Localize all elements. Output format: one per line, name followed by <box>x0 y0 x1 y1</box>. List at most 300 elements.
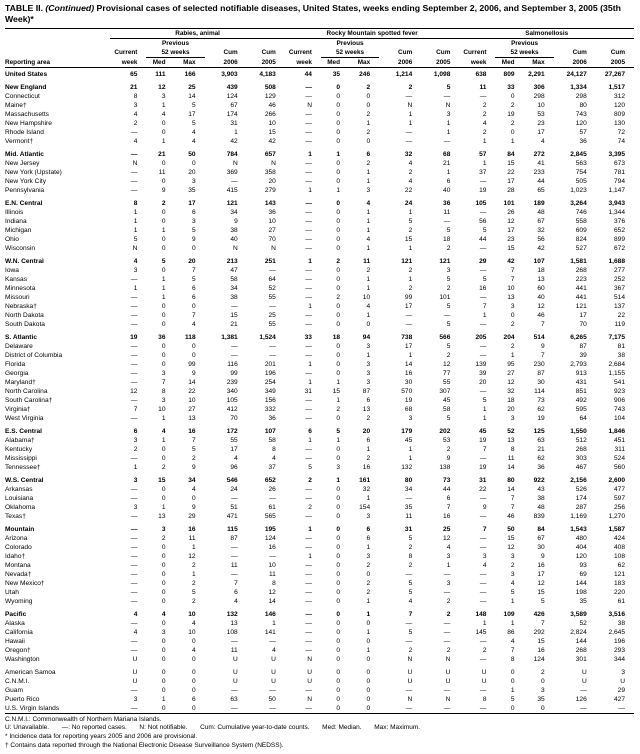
cell: 1 <box>133 284 138 292</box>
cell: 0 <box>510 668 515 676</box>
cell: 0 <box>336 704 341 712</box>
cell: 17 <box>230 445 238 453</box>
cell: 2 <box>366 110 371 118</box>
cell: 60 <box>537 284 545 292</box>
cell: 1,581 <box>570 257 587 265</box>
cell: 0 <box>161 302 166 310</box>
cell: 6,265 <box>570 333 587 341</box>
cell: 0 <box>161 561 166 569</box>
cell: N <box>132 159 138 167</box>
cell: 105 <box>226 396 238 404</box>
cell: 14 <box>507 463 515 471</box>
cell: U <box>445 677 451 685</box>
cell: 0 <box>510 128 515 136</box>
cell: 7 <box>482 302 487 310</box>
cell: 558 <box>575 217 587 225</box>
cell: U <box>232 655 238 663</box>
table-row <box>5 311 634 320</box>
cell: 3 <box>161 525 166 533</box>
cell: 2 <box>366 414 371 422</box>
cell: — <box>479 293 487 301</box>
table-row <box>5 293 634 302</box>
cell: — <box>305 320 312 328</box>
cell: 36 <box>268 208 276 216</box>
cell: 754 <box>575 168 587 176</box>
cell: 4 <box>191 128 196 136</box>
cell: 514 <box>533 333 545 341</box>
cell: 6 <box>446 177 451 185</box>
cell: 73 <box>537 396 545 404</box>
cell: 2 <box>408 266 413 274</box>
cell: 1 <box>161 101 166 109</box>
cell: 1 <box>308 150 312 158</box>
cell: — <box>479 534 487 542</box>
table-row <box>5 79 634 92</box>
cell: 1 <box>510 619 515 627</box>
cell: 13 <box>158 512 166 520</box>
cell: 4 <box>161 110 166 118</box>
cell: 166 <box>184 70 196 78</box>
cell: 13 <box>188 414 196 422</box>
cell: 1,688 <box>608 257 625 265</box>
cell: 11 <box>405 512 413 520</box>
spacer-cell <box>247 38 285 48</box>
cell: 1 <box>482 619 487 627</box>
cell: 108 <box>226 628 238 636</box>
cell: N <box>445 695 451 703</box>
cell: 10 <box>537 101 545 109</box>
cell: 10 <box>362 293 371 301</box>
cell: 70 <box>230 414 238 422</box>
cell: 0 <box>510 677 515 685</box>
table-row <box>5 110 634 119</box>
cell: 108 <box>613 552 625 560</box>
cell: 11 <box>363 257 371 265</box>
cell: 4 <box>191 485 196 493</box>
weeks52-label: 52 weeks <box>321 48 379 58</box>
cell: 7 <box>510 275 515 283</box>
cell: 2 <box>446 646 451 654</box>
cell: — <box>305 485 312 493</box>
cell: 50 <box>188 150 196 158</box>
cell: 40 <box>537 293 545 301</box>
row-label: Rhode Island <box>5 128 44 136</box>
cell: 1 <box>446 561 451 569</box>
cell: 2 <box>482 101 487 109</box>
row-label: New York City <box>5 177 47 185</box>
cell: 198 <box>575 588 587 596</box>
cell: 508 <box>264 83 276 91</box>
cum-label: Cum <box>223 49 238 57</box>
cell: 58 <box>443 405 451 413</box>
cell: 2 <box>336 405 341 413</box>
table-row <box>5 387 634 396</box>
cell: 9 <box>191 503 196 511</box>
cell: 15 <box>537 637 545 645</box>
cell: 10 <box>268 561 276 569</box>
cell: U <box>620 677 625 685</box>
surveillance-table <box>5 28 634 714</box>
cell: 28 <box>507 186 515 194</box>
cell: 5 <box>191 588 196 596</box>
cell: — <box>130 619 138 627</box>
cell: 109 <box>503 610 515 618</box>
cell: 19 <box>479 463 487 471</box>
cell: 2 <box>540 668 545 676</box>
spacer-cell <box>5 48 110 58</box>
cell: 8 <box>510 445 515 453</box>
cell: 2 <box>366 83 371 91</box>
cell: 0 <box>191 704 196 712</box>
week-label: week <box>459 57 495 67</box>
cell: 0 <box>336 101 341 109</box>
current-label: Current <box>463 49 487 57</box>
cell: 527 <box>575 244 587 252</box>
cell: 0 <box>161 619 166 627</box>
cell: 0 <box>540 704 545 712</box>
row-label: Indiana <box>5 217 27 225</box>
cell: 3 <box>366 186 371 194</box>
cell: 2,684 <box>608 360 625 368</box>
table-row <box>5 195 634 208</box>
cell: 2 <box>191 561 196 569</box>
table-row <box>5 445 634 454</box>
row-label: Washington <box>5 655 40 663</box>
group-title-2: Salmonellosis <box>459 28 634 38</box>
cell: 1 <box>510 597 515 605</box>
cell: 1,517 <box>608 83 625 91</box>
cell: 2 <box>446 351 451 359</box>
cell: 18 <box>537 266 545 274</box>
table-row <box>5 561 634 570</box>
previous-label: Previous <box>336 39 364 47</box>
table-row <box>5 704 634 714</box>
cell: 61 <box>268 503 276 511</box>
cell: 0 <box>161 588 166 596</box>
cell: — <box>130 686 138 694</box>
cell: — <box>305 369 312 377</box>
cell: 22 <box>507 168 515 176</box>
cell: 11 <box>230 561 238 569</box>
cell: 595 <box>575 405 587 413</box>
cell: 2 <box>510 561 515 569</box>
cell: 9 <box>234 217 238 225</box>
table-row <box>5 646 634 655</box>
cell: U <box>481 677 487 685</box>
cell: 93 <box>579 561 587 569</box>
footnote-2: U: Unavailable. —: No reported cases. N: Not notifiable. Cum: Cumulative year-to-date counts. Med: Median. Max: Maximum. <box>5 724 421 732</box>
cell: 99 <box>404 293 413 301</box>
cell: 10 <box>188 396 196 404</box>
cell: 0 <box>366 619 371 627</box>
cell: 1,550 <box>570 427 587 435</box>
cell: 0 <box>336 302 341 310</box>
cell: 10 <box>188 628 196 636</box>
cell: 38 <box>230 226 238 234</box>
year-2006-label: 2006 <box>554 57 596 67</box>
cell: 17 <box>537 128 545 136</box>
cell: 10 <box>268 217 276 225</box>
table-row <box>5 637 634 646</box>
cell: 492 <box>575 396 587 404</box>
cell: 38 <box>230 293 238 301</box>
cell: 121 <box>439 257 451 265</box>
footnote-1: C.N.M.I.: Commonwealth of Northern Mariana Islands. <box>5 715 162 723</box>
cell: 55 <box>268 293 276 301</box>
cell: — <box>305 92 312 100</box>
cell: 597 <box>613 494 625 502</box>
cell: 0 <box>336 619 341 627</box>
cell: 35 <box>332 70 341 78</box>
cell: 4 <box>366 302 371 310</box>
cell: 1,334 <box>570 83 587 91</box>
cell: 101 <box>439 293 451 301</box>
row-label: Delaware <box>5 342 33 350</box>
cell: N <box>407 655 413 663</box>
cell: — <box>305 83 312 91</box>
cell: 39 <box>479 369 487 377</box>
cell: 44 <box>304 70 312 78</box>
row-label: Vermont† <box>5 137 34 145</box>
cell: 4 <box>191 320 196 328</box>
cell: — <box>405 311 413 319</box>
cell: 27,267 <box>604 70 625 78</box>
cell: — <box>479 266 487 274</box>
cell: — <box>479 597 487 605</box>
cell: — <box>269 686 276 694</box>
cell: 0 <box>191 637 196 645</box>
cell: 8 <box>161 387 166 395</box>
cell: 5 <box>446 275 451 283</box>
cell: 5 <box>191 445 196 453</box>
cell: 2 <box>446 284 451 292</box>
row-label: Nebraska† <box>5 302 37 310</box>
cell: 2,156 <box>570 476 587 484</box>
cell: 9 <box>482 503 487 511</box>
row-label: District of Columbia <box>5 351 63 359</box>
cell: 23 <box>507 235 515 243</box>
cell: 1 <box>482 159 487 167</box>
cell: 12 <box>537 579 545 587</box>
cell: 195 <box>264 525 276 533</box>
cell: 0 <box>336 226 341 234</box>
row-label: E.N. Central <box>5 199 43 207</box>
cell: 1 <box>133 217 138 225</box>
table-row <box>5 655 634 664</box>
cell: — <box>443 637 451 645</box>
cell: 1 <box>133 463 138 471</box>
table-row <box>5 92 634 101</box>
weeks52-label: 52 weeks <box>495 48 553 58</box>
cell: 65 <box>537 186 545 194</box>
cell: 427 <box>613 695 625 703</box>
cell: 31 <box>304 387 312 395</box>
cum-label: Cum <box>261 49 276 57</box>
cell: 22 <box>479 485 487 493</box>
cell: 1 <box>336 150 341 158</box>
cell: 251 <box>264 257 276 265</box>
cell: 4 <box>191 619 196 627</box>
cell: 24 <box>404 199 413 207</box>
row-label: Wisconsin <box>5 244 36 252</box>
cell: 0 <box>161 351 166 359</box>
cell: 6 <box>191 284 196 292</box>
cell: 80 <box>507 476 515 484</box>
cell: 4 <box>510 579 515 587</box>
cell: 277 <box>613 266 625 274</box>
table-row <box>5 405 634 414</box>
cell: 1 <box>366 208 371 216</box>
cell: 15 <box>230 311 238 319</box>
cell: 120 <box>575 552 587 560</box>
cell: 7 <box>191 311 196 319</box>
cell: 6 <box>366 534 371 542</box>
cell: 40 <box>443 186 451 194</box>
cell: 0 <box>336 168 341 176</box>
table-row <box>5 606 634 619</box>
cell: 471 <box>226 512 238 520</box>
cell: — <box>443 619 451 627</box>
row-label: W.N. Central <box>5 257 44 265</box>
cell: 38 <box>617 619 625 627</box>
cell: — <box>305 512 312 520</box>
cum-label: Cum <box>610 49 625 57</box>
cell: 415 <box>226 186 238 194</box>
cell: 2 <box>510 320 515 328</box>
cell: U <box>271 677 276 685</box>
row-label: South Dakota <box>5 320 45 328</box>
cell: 0 <box>336 414 341 422</box>
cell: 33 <box>304 333 312 341</box>
cell: N <box>307 101 312 109</box>
cell: 138 <box>439 463 451 471</box>
cell: 17 <box>404 342 413 350</box>
cell: 312 <box>613 92 625 100</box>
cell: 15 <box>332 387 341 395</box>
cell: 524 <box>613 454 625 462</box>
cell: 1 <box>336 186 341 194</box>
cell: 22 <box>617 311 625 319</box>
cell: 2 <box>191 454 196 462</box>
cell: N <box>307 655 312 663</box>
cell: 22 <box>188 387 196 395</box>
row-label: Mid. Atlantic <box>5 150 44 158</box>
cell: 4 <box>234 454 238 462</box>
cell: — <box>130 320 138 328</box>
cell: 1 <box>482 414 487 422</box>
row-label: Michigan <box>5 226 32 234</box>
cell: — <box>269 494 276 502</box>
cell: 25 <box>268 311 276 319</box>
row-label: Virginia† <box>5 405 31 413</box>
cell: 3 <box>161 92 166 100</box>
cell: 6 <box>366 525 371 533</box>
cell: 0 <box>366 92 371 100</box>
cell: 5 <box>446 342 451 350</box>
row-label: New York (Upstate) <box>5 168 62 176</box>
cell: 652 <box>264 476 276 484</box>
cell: — <box>305 275 312 283</box>
cell: 21 <box>230 320 238 328</box>
table-row <box>5 235 634 244</box>
cell: 5 <box>482 226 487 234</box>
cell: 56 <box>479 217 487 225</box>
row-label: S. Atlantic <box>5 333 37 341</box>
cell: — <box>130 128 138 136</box>
cell: 3 <box>510 552 515 560</box>
cell: — <box>305 454 312 462</box>
cell: — <box>130 360 138 368</box>
cell: 4 <box>482 561 487 569</box>
cell: 99 <box>188 360 196 368</box>
cell: 16 <box>268 543 276 551</box>
cell: 0 <box>191 668 196 676</box>
table-row <box>5 119 634 128</box>
cell: 1 <box>366 494 371 502</box>
cell: 63 <box>537 436 545 444</box>
cell: 13 <box>507 436 515 444</box>
cell: 8 <box>133 92 138 100</box>
table-row <box>5 275 634 284</box>
cell: 46 <box>537 311 545 319</box>
cell: 36 <box>579 137 587 145</box>
cell: U <box>582 677 587 685</box>
cell: 4 <box>133 610 138 618</box>
cell: — <box>305 619 312 627</box>
cell: 4 <box>133 137 138 145</box>
cell: 12 <box>443 360 451 368</box>
year-2006-label: 2006 <box>205 57 247 67</box>
cell: 116 <box>227 360 238 368</box>
cell: 0 <box>336 655 341 663</box>
cell: 129 <box>264 92 276 100</box>
cell: 0 <box>336 637 341 645</box>
cell: — <box>443 588 451 596</box>
row-label: Guam <box>5 686 23 694</box>
cell: 0 <box>191 159 196 167</box>
cell: 0 <box>336 646 341 654</box>
cell: 1 <box>408 208 413 216</box>
cell: 0 <box>336 552 341 560</box>
cell: 0 <box>191 342 196 350</box>
row-label: Connecticut <box>5 92 40 100</box>
cell: 3,589 <box>570 610 587 618</box>
cell: 46 <box>268 101 276 109</box>
cell: 22 <box>404 186 413 194</box>
cell: 4 <box>408 177 413 185</box>
cell: 19 <box>479 436 487 444</box>
cell: 794 <box>613 177 625 185</box>
cell: 5 <box>161 257 166 265</box>
cell: 0 <box>366 704 371 712</box>
cell: 6 <box>366 396 371 404</box>
cell: 424 <box>613 534 625 542</box>
cell: — <box>305 342 312 350</box>
cell: 70 <box>268 235 276 243</box>
cell: 13 <box>230 619 238 627</box>
table-row <box>5 302 634 311</box>
table-row <box>5 454 634 463</box>
cell: 146 <box>264 610 276 618</box>
cell: 44 <box>479 235 487 243</box>
cell: 0 <box>336 503 341 511</box>
spacer-cell <box>379 38 421 48</box>
cell: — <box>443 686 451 694</box>
cell: 1,587 <box>608 525 625 533</box>
table-row <box>5 436 634 445</box>
cell: U <box>232 668 238 676</box>
cell: — <box>305 244 312 252</box>
